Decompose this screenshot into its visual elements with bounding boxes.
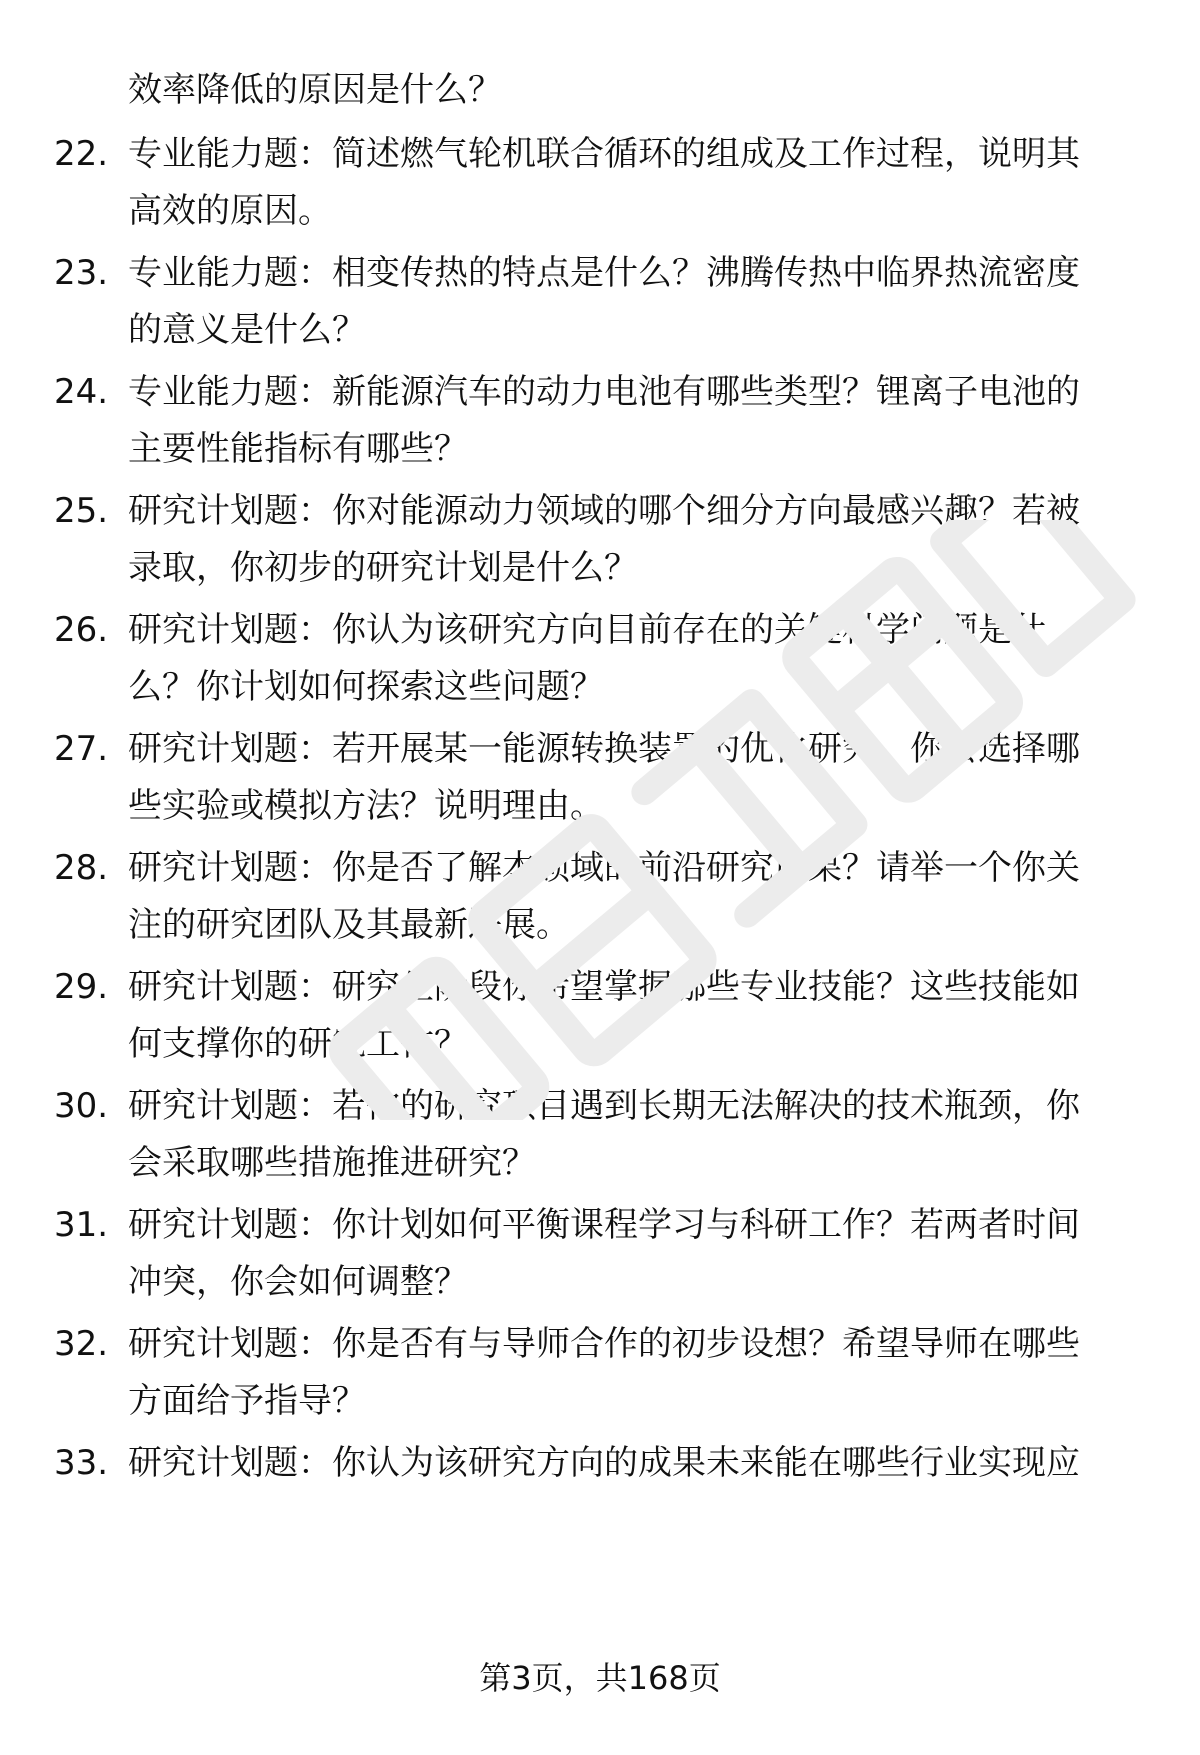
question-text bbox=[128, 245, 1148, 359]
question-text bbox=[128, 1435, 1148, 1492]
question-text-line: 注的研究团队及其最新进展。 bbox=[128, 905, 570, 945]
question-number: 28. bbox=[54, 848, 109, 888]
question-text-line: 些实验或模拟方法？说明理由。 bbox=[128, 786, 604, 826]
question-number: 30. bbox=[54, 1086, 109, 1126]
question-number: 26. bbox=[54, 610, 109, 650]
question-text-line: 研究计划题：若你的研究项目遇到长期无法解决的技术瓶颈，你 bbox=[128, 1086, 1080, 1126]
page-footer: 第3页，共168页 bbox=[479, 1659, 721, 1697]
question-text-line: 高效的原因。 bbox=[128, 191, 332, 231]
question-text-line: 的意义是什么？ bbox=[128, 310, 366, 350]
question-text-line: 研究计划题：你是否有与导师合作的初步设想？希望导师在哪些 bbox=[128, 1324, 1080, 1364]
question-text-line: 何支撑你的研究工作？ bbox=[128, 1024, 468, 1064]
question-text-line: 冲突，你会如何调整？ bbox=[128, 1262, 468, 1302]
question-text-line: 录取，你初步的研究计划是什么？ bbox=[128, 548, 638, 588]
question-text bbox=[128, 364, 1148, 478]
question-text bbox=[128, 721, 1148, 835]
question-text-line: 专业能力题：简述燃气轮机联合循环的组成及工作过程，说明其 bbox=[128, 134, 1080, 174]
question-number: 27. bbox=[54, 729, 109, 769]
question-text-line: 研究计划题：若开展某一能源转换装置的优化研究，你会选择哪 bbox=[128, 729, 1080, 769]
question-number: 32. bbox=[54, 1324, 109, 1364]
question-text bbox=[128, 483, 1148, 597]
question-text-line: 研究计划题：你认为该研究方向的成果未来能在哪些行业实现应 bbox=[128, 1443, 1080, 1483]
question-text bbox=[128, 959, 1148, 1073]
question-text bbox=[128, 1316, 1148, 1430]
question-number: 22. bbox=[54, 134, 109, 174]
question-number: 33. bbox=[54, 1443, 109, 1483]
question-text-line: 专业能力题：新能源汽车的动力电池有哪些类型？锂离子电池的 bbox=[128, 372, 1080, 412]
question-text-line: 主要性能指标有哪些？ bbox=[128, 429, 468, 469]
question-number: 24. bbox=[54, 372, 109, 412]
question-text-line: 专业能力题：相变传热的特点是什么？沸腾传热中临界热流密度 bbox=[128, 253, 1080, 293]
question-text-line: 方面给予指导？ bbox=[128, 1381, 366, 1421]
question-text bbox=[128, 1078, 1148, 1192]
question-text-line: 研究计划题：你是否了解本领域的前沿研究成果？请举一个你关 bbox=[128, 848, 1080, 888]
question-number: 23. bbox=[54, 253, 109, 293]
question-text-line: 研究计划题：你认为该研究方向目前存在的关键科学问题是什 bbox=[128, 610, 1046, 650]
question-text-line: 研究计划题：你对能源动力领域的哪个细分方向最感兴趣？若被 bbox=[128, 491, 1080, 531]
question-text-line: 研究计划题：研究生阶段你希望掌握哪些专业技能？这些技能如 bbox=[128, 967, 1080, 1007]
question-number: 31. bbox=[54, 1205, 109, 1245]
question-text bbox=[128, 602, 1148, 716]
question-text-line: 研究计划题：你计划如何平衡课程学习与科研工作？若两者时间 bbox=[128, 1205, 1080, 1245]
continuation-text: 效率降低的原因是什么？ bbox=[128, 70, 502, 110]
question-number: 25. bbox=[54, 491, 109, 531]
question-text-line: 会采取哪些措施推进研究？ bbox=[128, 1143, 536, 1183]
question-text bbox=[128, 840, 1148, 954]
question-text bbox=[128, 126, 1148, 240]
question-text bbox=[128, 1197, 1148, 1311]
question-number: 29. bbox=[54, 967, 109, 1007]
question-text-line: 么？你计划如何探索这些问题？ bbox=[128, 667, 604, 707]
